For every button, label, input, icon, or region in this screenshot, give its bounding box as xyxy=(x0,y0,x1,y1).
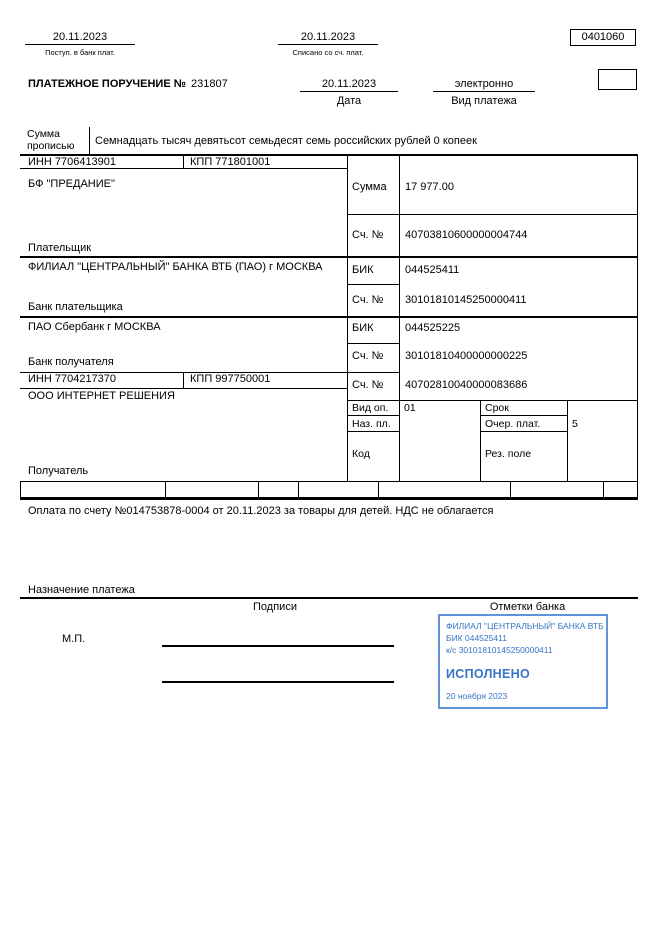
table-line xyxy=(183,155,184,168)
reserve-field-label: Рез. поле xyxy=(485,448,532,460)
payee-bank-bik-label: БИК xyxy=(352,322,374,334)
payee-bank-bik: 044525225 xyxy=(405,322,461,334)
op-kind-value: 01 xyxy=(404,402,416,414)
spare-box xyxy=(598,69,637,90)
stamp-bank-name: ФИЛИАЛ "ЦЕНТРАЛЬНЫЙ" БАНКА ВТБ xyxy=(446,621,604,631)
stamp-status: ИСПОЛНЕНО xyxy=(446,667,530,681)
table-line xyxy=(183,372,184,388)
payment-purpose-label: Назначение платежа xyxy=(28,584,135,596)
document-date: 20.11.2023 xyxy=(300,77,398,92)
payer-kpp: КПП 771801001 xyxy=(190,156,271,168)
table-line xyxy=(165,481,166,497)
stamp-bik: БИК 044525411 xyxy=(446,633,507,643)
payee-bank-name: ПАО Сбербанк г МОСКВА xyxy=(28,321,161,333)
table-line xyxy=(258,481,259,497)
table-line xyxy=(480,400,481,481)
table-line xyxy=(347,214,638,215)
table-line xyxy=(89,127,90,154)
stamp-date: 20 ноября 2023 xyxy=(446,691,508,701)
table-line xyxy=(347,400,638,401)
table-line xyxy=(347,343,399,344)
payer-bank-section-label: Банк плательщика xyxy=(28,301,123,313)
payer-bank-account: 30101810145250000411 xyxy=(405,294,527,306)
payer-section-label: Плательщик xyxy=(28,242,92,254)
table-line xyxy=(347,431,400,432)
table-line xyxy=(20,256,638,258)
priority-label: Очер. плат. xyxy=(485,418,541,430)
form-code-box: 0401060 xyxy=(570,29,636,46)
payer-bank-name: ФИЛИАЛ "ЦЕНТРАЛЬНЫЙ" БАНКА ВТБ (ПАО) г МОСКВА xyxy=(28,261,323,273)
document-title: ПЛАТЕЖНОЕ ПОРУЧЕНИЕ № xyxy=(28,78,186,90)
payee-bank-account-label: Сч. № xyxy=(352,350,384,362)
table-line xyxy=(298,481,299,497)
payer-inn: ИНН 7706413901 xyxy=(28,156,117,168)
amount-value: 17 977.00 xyxy=(405,181,454,193)
bank-marks-label: Отметки банка xyxy=(489,601,566,613)
table-line xyxy=(20,481,638,482)
date-received-bank: 20.11.2023 xyxy=(25,30,135,45)
table-line xyxy=(347,154,348,481)
table-line xyxy=(20,497,638,500)
table-line xyxy=(480,415,568,416)
payee-bank-section-label: Банк получателя xyxy=(28,356,114,368)
payee-account-label: Сч. № xyxy=(352,379,384,391)
stamp-corr-account: к/с 30101810145250000411 xyxy=(446,645,553,655)
date-received-bank-label: Поступ. в банк плат. xyxy=(45,48,115,57)
table-line xyxy=(20,388,347,389)
date-debited: 20.11.2023 xyxy=(278,30,378,45)
table-line xyxy=(347,284,399,285)
payer-bank-account-label: Сч. № xyxy=(352,294,384,306)
document-number: 231807 xyxy=(191,78,228,90)
priority-value: 5 xyxy=(572,418,578,430)
signature-line xyxy=(162,681,394,683)
table-line xyxy=(567,400,568,481)
payment-kind-label: Вид платежа xyxy=(451,95,517,107)
code-label: Код xyxy=(352,448,370,460)
term-label: Срок xyxy=(485,402,509,414)
payee-section-label: Получатель xyxy=(28,465,89,477)
table-line xyxy=(20,316,638,318)
payment-purpose-text: Оплата по счету №014753878-0004 от 20.11.2023 за товары для детей. НДС не облагается xyxy=(28,505,494,517)
amount-in-words: Семнадцать тысяч девятьсот семьдесят семь российских рублей 0 копеек xyxy=(95,135,477,147)
stamp-place-label: М.П. xyxy=(62,633,86,645)
date-debited-label: Списано со сч. плат. xyxy=(292,48,364,57)
amount-label: Сумма xyxy=(352,181,387,193)
payee-name: ООО ИНТЕРНЕТ РЕШЕНИЯ xyxy=(28,390,175,402)
table-line xyxy=(20,597,638,599)
op-kind-label: Вид оп. xyxy=(352,402,389,414)
table-line xyxy=(20,481,21,497)
payee-account: 40702810040000083686 xyxy=(405,379,528,391)
payer-account: 40703810600000004744 xyxy=(405,229,528,241)
amount-in-words-label: Сумма прописью xyxy=(27,128,75,152)
payment-kind: электронно xyxy=(433,77,535,92)
bank-stamp xyxy=(438,614,608,709)
table-line xyxy=(480,431,568,432)
table-line xyxy=(378,481,379,497)
document-date-label: Дата xyxy=(336,95,362,107)
payee-kpp: КПП 997750001 xyxy=(190,373,271,385)
pay-purpose-code-label: Наз. пл. xyxy=(352,418,391,430)
table-line xyxy=(637,154,638,497)
payer-bank-bik-label: БИК xyxy=(352,264,374,276)
payee-bank-account: 30101810400000000225 xyxy=(405,350,528,362)
table-line xyxy=(603,481,604,497)
table-line xyxy=(399,154,400,481)
payer-name: БФ "ПРЕДАНИЕ" xyxy=(28,178,115,190)
signature-line xyxy=(162,645,394,647)
table-line xyxy=(510,481,511,497)
payer-account-label: Сч. № xyxy=(352,229,384,241)
payer-bank-bik: 044525411 xyxy=(405,264,460,276)
payee-inn: ИНН 7704217370 xyxy=(28,373,117,385)
table-line xyxy=(347,415,400,416)
signatures-label: Подписи xyxy=(253,601,297,613)
